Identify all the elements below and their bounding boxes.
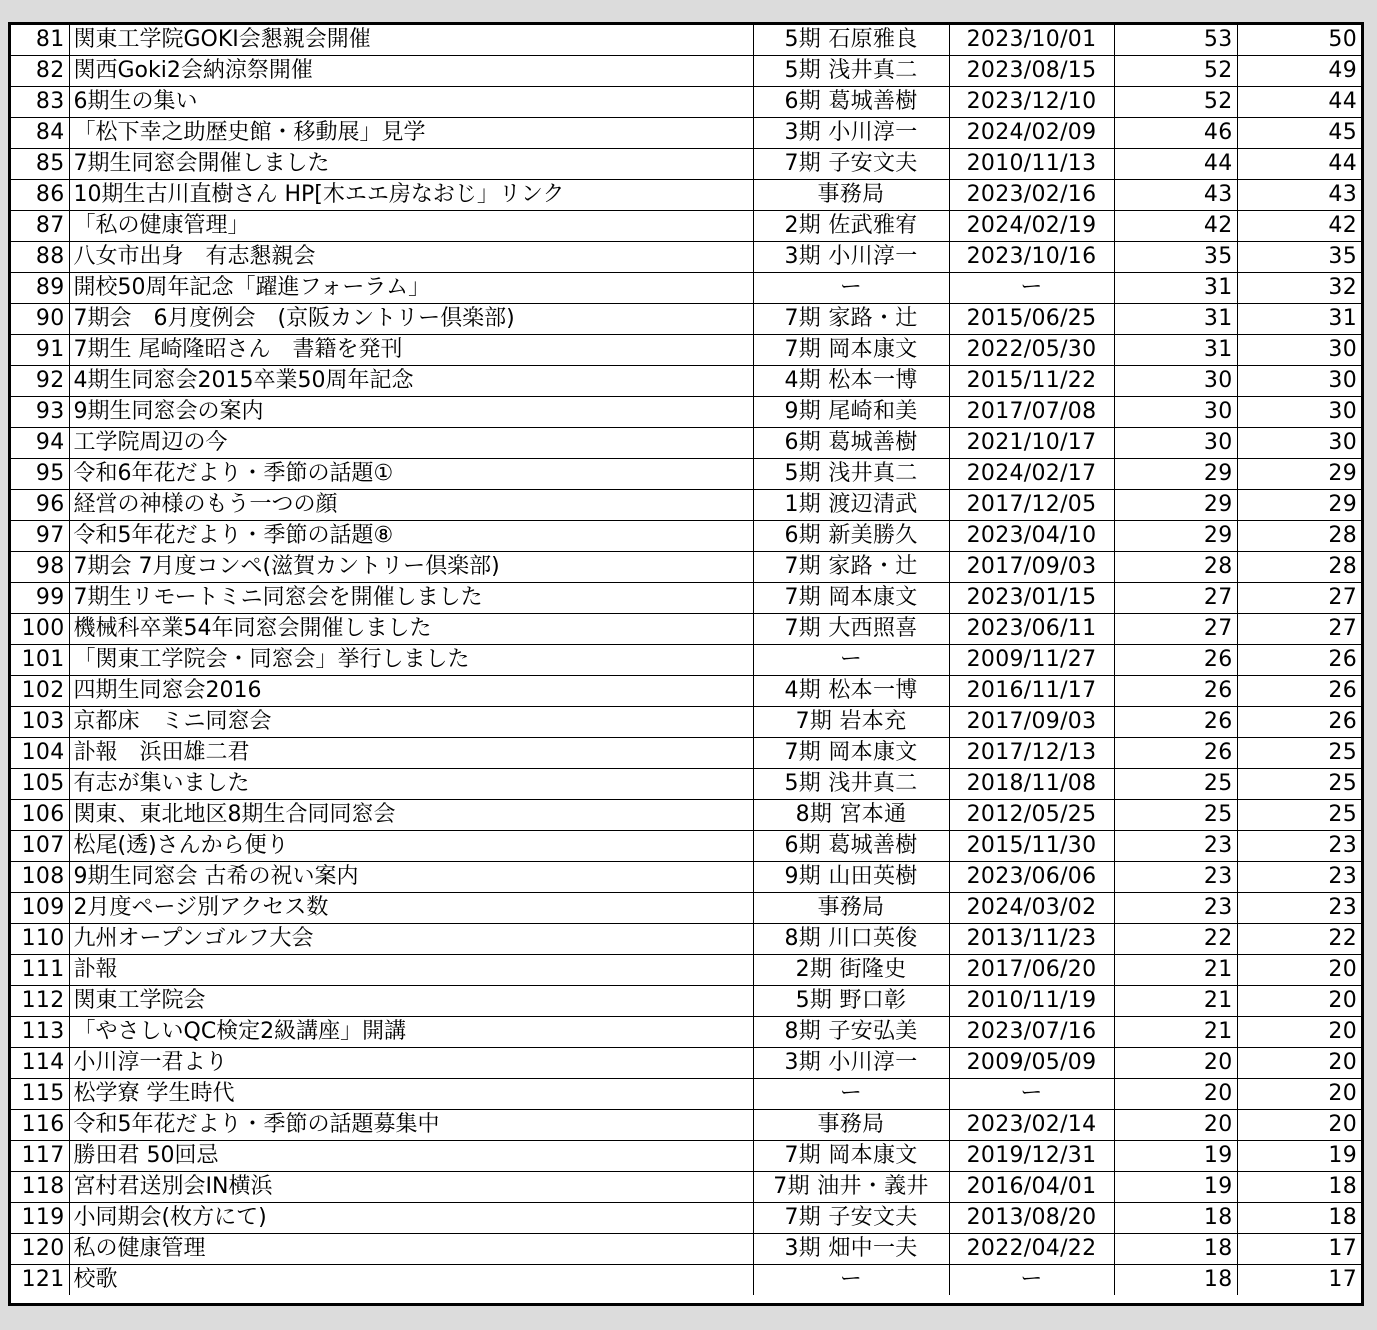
date-cell: ー	[949, 273, 1114, 304]
author-cell: 6期 葛城善樹	[753, 831, 949, 862]
count-cell-1: 52	[1114, 56, 1237, 87]
table-row	[11, 56, 1361, 87]
title-cell: 校歌	[69, 1265, 753, 1296]
rank-cell: 93	[11, 397, 69, 428]
count-cell-2: 30	[1237, 366, 1361, 397]
author-cell: 7期 子安文夫	[753, 149, 949, 180]
date-cell: 2023/12/10	[949, 87, 1114, 118]
date-cell: 2017/09/03	[949, 707, 1114, 738]
count-cell-1: 26	[1114, 676, 1237, 707]
count-cell-2: 25	[1237, 769, 1361, 800]
author-cell: 事務局	[753, 893, 949, 924]
date-cell: ー	[949, 1265, 1114, 1296]
rank-cell: 99	[11, 583, 69, 614]
title-cell: 2月度ページ別アクセス数	[69, 893, 753, 924]
count-cell-2: 42	[1237, 211, 1361, 242]
count-cell-1: 18	[1114, 1203, 1237, 1234]
count-cell-1: 21	[1114, 1017, 1237, 1048]
rank-cell: 88	[11, 242, 69, 273]
count-cell-1: 23	[1114, 893, 1237, 924]
title-cell: 勝田君 50回忌	[69, 1141, 753, 1172]
rank-cell: 98	[11, 552, 69, 583]
title-cell: 7期会 7月度コンペ(滋賀カントリー倶楽部)	[69, 552, 753, 583]
table-row	[11, 180, 1361, 211]
count-cell-1: 20	[1114, 1048, 1237, 1079]
count-cell-2: 44	[1237, 87, 1361, 118]
author-cell: 7期 大西照喜	[753, 614, 949, 645]
count-cell-1: 18	[1114, 1234, 1237, 1265]
table-row	[11, 428, 1361, 459]
date-cell: 2013/08/20	[949, 1203, 1114, 1234]
date-cell: 2017/09/03	[949, 552, 1114, 583]
table-row	[11, 986, 1361, 1017]
title-cell: 7期生同窓会開催しました	[69, 149, 753, 180]
count-cell-2: 31	[1237, 304, 1361, 335]
date-cell: 2018/11/08	[949, 769, 1114, 800]
rank-cell: 105	[11, 769, 69, 800]
title-cell: 小川淳一君より	[69, 1048, 753, 1079]
rank-cell: 119	[11, 1203, 69, 1234]
count-cell-2: 20	[1237, 1017, 1361, 1048]
rank-cell: 85	[11, 149, 69, 180]
author-cell: 8期 川口英俊	[753, 924, 949, 955]
author-cell: 5期 浅井真二	[753, 769, 949, 800]
author-cell: 8期 子安弘美	[753, 1017, 949, 1048]
count-cell-2: 22	[1237, 924, 1361, 955]
date-cell: 2012/05/25	[949, 800, 1114, 831]
count-cell-2: 43	[1237, 180, 1361, 211]
date-cell: 2023/10/01	[949, 25, 1114, 56]
title-cell: 7期生 尾崎隆昭さん 書籍を発刊	[69, 335, 753, 366]
count-cell-1: 19	[1114, 1172, 1237, 1203]
title-cell: 訃報	[69, 955, 753, 986]
count-cell-1: 30	[1114, 397, 1237, 428]
date-cell: 2023/01/15	[949, 583, 1114, 614]
rank-cell: 101	[11, 645, 69, 676]
count-cell-2: 25	[1237, 738, 1361, 769]
date-cell: 2022/05/30	[949, 335, 1114, 366]
count-cell-1: 26	[1114, 645, 1237, 676]
count-cell-2: 32	[1237, 273, 1361, 304]
author-cell: 7期 子安文夫	[753, 1203, 949, 1234]
table-row	[11, 87, 1361, 118]
title-cell: 関東、東北地区8期生合同同窓会	[69, 800, 753, 831]
count-cell-2: 44	[1237, 149, 1361, 180]
date-cell: 2023/06/06	[949, 862, 1114, 893]
rank-cell: 118	[11, 1172, 69, 1203]
title-cell: 小同期会(枚方にて)	[69, 1203, 753, 1234]
rank-cell: 94	[11, 428, 69, 459]
count-cell-1: 43	[1114, 180, 1237, 211]
author-cell: 7期 油井・義井	[753, 1172, 949, 1203]
date-cell: 2010/11/19	[949, 986, 1114, 1017]
count-cell-2: 30	[1237, 397, 1361, 428]
table-row	[11, 211, 1361, 242]
rank-cell: 110	[11, 924, 69, 955]
count-cell-2: 23	[1237, 893, 1361, 924]
author-cell: 3期 小川淳一	[753, 118, 949, 149]
count-cell-1: 30	[1114, 366, 1237, 397]
table-row	[11, 676, 1361, 707]
author-cell: 5期 浅井真二	[753, 459, 949, 490]
rank-cell: 113	[11, 1017, 69, 1048]
author-cell: 3期 畑中一夫	[753, 1234, 949, 1265]
title-cell: 令和6年花だより・季節の話題①	[69, 459, 753, 490]
title-cell: 機械科卒業54年同窓会開催しました	[69, 614, 753, 645]
title-cell: 関西Goki2会納涼祭開催	[69, 56, 753, 87]
rank-cell: 120	[11, 1234, 69, 1265]
count-cell-2: 20	[1237, 986, 1361, 1017]
title-cell: 有志が集いました	[69, 769, 753, 800]
rank-cell: 82	[11, 56, 69, 87]
count-cell-1: 27	[1114, 614, 1237, 645]
rank-cell: 115	[11, 1079, 69, 1110]
date-cell: 2009/11/27	[949, 645, 1114, 676]
count-cell-2: 26	[1237, 645, 1361, 676]
table-row	[11, 459, 1361, 490]
rank-cell: 111	[11, 955, 69, 986]
title-cell: 「やさしいQC検定2級講座」開講	[69, 1017, 753, 1048]
table-row	[11, 521, 1361, 552]
rank-cell: 109	[11, 893, 69, 924]
author-cell: 5期 浅井真二	[753, 56, 949, 87]
table-row	[11, 366, 1361, 397]
count-cell-2: 50	[1237, 25, 1361, 56]
date-cell: 2015/11/30	[949, 831, 1114, 862]
rank-cell: 108	[11, 862, 69, 893]
author-cell: 事務局	[753, 180, 949, 211]
rank-cell: 89	[11, 273, 69, 304]
table-row	[11, 273, 1361, 304]
date-cell: 2023/08/15	[949, 56, 1114, 87]
rank-cell: 112	[11, 986, 69, 1017]
count-cell-1: 29	[1114, 490, 1237, 521]
rank-cell: 116	[11, 1110, 69, 1141]
count-cell-1: 22	[1114, 924, 1237, 955]
rank-cell: 95	[11, 459, 69, 490]
table-row	[11, 769, 1361, 800]
author-cell: 9期 山田英樹	[753, 862, 949, 893]
author-cell: 2期 街隆史	[753, 955, 949, 986]
author-cell: 4期 松本一博	[753, 366, 949, 397]
author-cell: ー	[753, 1079, 949, 1110]
author-cell: 4期 松本一博	[753, 676, 949, 707]
count-cell-2: 26	[1237, 707, 1361, 738]
title-cell: 「関東工学院会・同窓会」挙行しました	[69, 645, 753, 676]
author-cell: 7期 家路・辻	[753, 552, 949, 583]
author-cell: ー	[753, 1265, 949, 1296]
table-row	[11, 614, 1361, 645]
count-cell-2: 29	[1237, 459, 1361, 490]
title-cell: 工学院周辺の今	[69, 428, 753, 459]
count-cell-2: 20	[1237, 1110, 1361, 1141]
count-cell-1: 29	[1114, 521, 1237, 552]
date-cell: 2013/11/23	[949, 924, 1114, 955]
author-cell: 5期 野口彰	[753, 986, 949, 1017]
date-cell: 2019/12/31	[949, 1141, 1114, 1172]
count-cell-1: 26	[1114, 738, 1237, 769]
table-row	[11, 707, 1361, 738]
title-cell: 9期生同窓会の案内	[69, 397, 753, 428]
date-cell: 2016/04/01	[949, 1172, 1114, 1203]
date-cell: 2017/12/13	[949, 738, 1114, 769]
count-cell-2: 17	[1237, 1265, 1361, 1296]
count-cell-2: 20	[1237, 1048, 1361, 1079]
date-cell: 2024/02/17	[949, 459, 1114, 490]
title-cell: 開校50周年記念「躍進フォーラム」	[69, 273, 753, 304]
count-cell-1: 31	[1114, 273, 1237, 304]
date-cell: 2022/04/22	[949, 1234, 1114, 1265]
title-cell: 八女市出身 有志懇親会	[69, 242, 753, 273]
title-cell: 経営の神様のもう一つの顔	[69, 490, 753, 521]
title-cell: 松尾(透)さんから便り	[69, 831, 753, 862]
count-cell-2: 49	[1237, 56, 1361, 87]
title-cell: 宮村君送別会IN横浜	[69, 1172, 753, 1203]
title-cell: 松学寮 学生時代	[69, 1079, 753, 1110]
rank-cell: 86	[11, 180, 69, 211]
title-cell: 訃報 浜田雄二君	[69, 738, 753, 769]
count-cell-2: 20	[1237, 1079, 1361, 1110]
count-cell-1: 53	[1114, 25, 1237, 56]
count-cell-1: 26	[1114, 707, 1237, 738]
count-cell-1: 30	[1114, 428, 1237, 459]
table-row	[11, 1141, 1361, 1172]
date-cell: 2021/10/17	[949, 428, 1114, 459]
access-ranking-sheet	[8, 22, 1364, 1306]
table-row	[11, 335, 1361, 366]
title-cell: 四期生同窓会2016	[69, 676, 753, 707]
title-cell: 「私の健康管理」	[69, 211, 753, 242]
author-cell: 5期 石原雅良	[753, 25, 949, 56]
date-cell: 2017/07/08	[949, 397, 1114, 428]
count-cell-2: 23	[1237, 862, 1361, 893]
table-row	[11, 1234, 1361, 1265]
count-cell-2: 35	[1237, 242, 1361, 273]
rank-cell: 114	[11, 1048, 69, 1079]
count-cell-2: 26	[1237, 676, 1361, 707]
author-cell: 3期 小川淳一	[753, 242, 949, 273]
author-cell: 7期 岡本康文	[753, 738, 949, 769]
table-row	[11, 831, 1361, 862]
title-cell: 10期生古川直樹さん HP[木エエ房なおじ」リンク	[69, 180, 753, 211]
author-cell: 2期 佐武雅宥	[753, 211, 949, 242]
title-cell: 九州オープンゴルフ大会	[69, 924, 753, 955]
table-row	[11, 738, 1361, 769]
table-row	[11, 862, 1361, 893]
date-cell: 2015/11/22	[949, 366, 1114, 397]
date-cell: 2024/02/09	[949, 118, 1114, 149]
title-cell: 令和5年花だより・季節の話題募集中	[69, 1110, 753, 1141]
count-cell-1: 25	[1114, 769, 1237, 800]
title-cell: 関東工学院GOKI会懇親会開催	[69, 25, 753, 56]
rank-cell: 83	[11, 87, 69, 118]
date-cell: 2024/03/02	[949, 893, 1114, 924]
table-row	[11, 552, 1361, 583]
count-cell-1: 31	[1114, 335, 1237, 366]
title-cell: 関東工学院会	[69, 986, 753, 1017]
date-cell: 2023/04/10	[949, 521, 1114, 552]
count-cell-2: 28	[1237, 521, 1361, 552]
table-row	[11, 924, 1361, 955]
title-cell: 7期会 6月度例会 (京阪カントリー倶楽部)	[69, 304, 753, 335]
count-cell-1: 20	[1114, 1079, 1237, 1110]
rank-cell: 100	[11, 614, 69, 645]
date-cell: ー	[949, 1079, 1114, 1110]
title-cell: 令和5年花だより・季節の話題⑧	[69, 521, 753, 552]
date-cell: 2009/05/09	[949, 1048, 1114, 1079]
count-cell-1: 23	[1114, 862, 1237, 893]
author-cell: 3期 小川淳一	[753, 1048, 949, 1079]
author-cell: 1期 渡辺清武	[753, 490, 949, 521]
count-cell-1: 18	[1114, 1265, 1237, 1296]
table-row	[11, 1079, 1361, 1110]
table-row	[11, 1172, 1361, 1203]
table-body	[11, 25, 1361, 1295]
date-cell: 2023/02/16	[949, 180, 1114, 211]
count-cell-1: 52	[1114, 87, 1237, 118]
count-cell-2: 25	[1237, 800, 1361, 831]
rank-cell: 117	[11, 1141, 69, 1172]
count-cell-2: 19	[1237, 1141, 1361, 1172]
count-cell-2: 23	[1237, 831, 1361, 862]
count-cell-2: 20	[1237, 955, 1361, 986]
table-row	[11, 397, 1361, 428]
count-cell-2: 27	[1237, 614, 1361, 645]
rank-cell: 90	[11, 304, 69, 335]
author-cell: 8期 宮本通	[753, 800, 949, 831]
title-cell: 7期生リモートミニ同窓会を開催しました	[69, 583, 753, 614]
count-cell-1: 31	[1114, 304, 1237, 335]
date-cell: 2023/02/14	[949, 1110, 1114, 1141]
author-cell: 6期 葛城善樹	[753, 428, 949, 459]
author-cell: 7期 家路・辻	[753, 304, 949, 335]
count-cell-2: 29	[1237, 490, 1361, 521]
date-cell: 2023/06/11	[949, 614, 1114, 645]
title-cell: 9期生同窓会 古希の祝い案内	[69, 862, 753, 893]
count-cell-2: 28	[1237, 552, 1361, 583]
author-cell: 9期 尾崎和美	[753, 397, 949, 428]
rank-cell: 97	[11, 521, 69, 552]
table-row	[11, 800, 1361, 831]
count-cell-1: 23	[1114, 831, 1237, 862]
author-cell: 事務局	[753, 1110, 949, 1141]
rank-cell: 91	[11, 335, 69, 366]
table-row	[11, 25, 1361, 56]
count-cell-1: 29	[1114, 459, 1237, 490]
count-cell-1: 42	[1114, 211, 1237, 242]
title-cell: 「松下幸之助歴史館・移動展」見学	[69, 118, 753, 149]
rank-cell: 107	[11, 831, 69, 862]
table-row	[11, 955, 1361, 986]
count-cell-1: 35	[1114, 242, 1237, 273]
author-cell: 6期 新美勝久	[753, 521, 949, 552]
table-row	[11, 583, 1361, 614]
title-cell: 6期生の集い	[69, 87, 753, 118]
count-cell-2: 18	[1237, 1172, 1361, 1203]
table-row	[11, 1203, 1361, 1234]
count-cell-1: 21	[1114, 986, 1237, 1017]
date-cell: 2015/06/25	[949, 304, 1114, 335]
author-cell: 7期 岡本康文	[753, 1141, 949, 1172]
date-cell: 2023/10/16	[949, 242, 1114, 273]
rank-cell: 92	[11, 366, 69, 397]
count-cell-1: 19	[1114, 1141, 1237, 1172]
rank-cell: 102	[11, 676, 69, 707]
table-row	[11, 149, 1361, 180]
table-row	[11, 645, 1361, 676]
count-cell-2: 30	[1237, 335, 1361, 366]
title-cell: 私の健康管理	[69, 1234, 753, 1265]
author-cell: ー	[753, 645, 949, 676]
rank-cell: 96	[11, 490, 69, 521]
count-cell-1: 25	[1114, 800, 1237, 831]
date-cell: 2023/07/16	[949, 1017, 1114, 1048]
title-cell: 京都床 ミニ同窓会	[69, 707, 753, 738]
count-cell-1: 28	[1114, 552, 1237, 583]
title-cell: 4期生同窓会2015卒業50周年記念	[69, 366, 753, 397]
table-row	[11, 490, 1361, 521]
date-cell: 2016/11/17	[949, 676, 1114, 707]
author-cell: 7期 岡本康文	[753, 335, 949, 366]
table-row	[11, 893, 1361, 924]
table-row	[11, 1265, 1361, 1296]
count-cell-2: 18	[1237, 1203, 1361, 1234]
count-cell-2: 27	[1237, 583, 1361, 614]
count-cell-1: 46	[1114, 118, 1237, 149]
author-cell: 7期 岩本充	[753, 707, 949, 738]
table-row	[11, 118, 1361, 149]
count-cell-1: 44	[1114, 149, 1237, 180]
rank-cell: 87	[11, 211, 69, 242]
count-cell-2: 17	[1237, 1234, 1361, 1265]
author-cell: 7期 岡本康文	[753, 583, 949, 614]
date-cell: 2024/02/19	[949, 211, 1114, 242]
table-row	[11, 1110, 1361, 1141]
table-row	[11, 1017, 1361, 1048]
rank-cell: 104	[11, 738, 69, 769]
table-row	[11, 1048, 1361, 1079]
count-cell-1: 21	[1114, 955, 1237, 986]
rank-cell: 121	[11, 1265, 69, 1296]
count-cell-2: 30	[1237, 428, 1361, 459]
access-ranking-table	[11, 25, 1361, 1295]
rank-cell: 106	[11, 800, 69, 831]
author-cell: 6期 葛城善樹	[753, 87, 949, 118]
date-cell: 2017/06/20	[949, 955, 1114, 986]
count-cell-1: 27	[1114, 583, 1237, 614]
date-cell: 2010/11/13	[949, 149, 1114, 180]
rank-cell: 103	[11, 707, 69, 738]
rank-cell: 84	[11, 118, 69, 149]
author-cell: ー	[753, 273, 949, 304]
rank-cell: 81	[11, 25, 69, 56]
table-row	[11, 242, 1361, 273]
date-cell: 2017/12/05	[949, 490, 1114, 521]
count-cell-2: 45	[1237, 118, 1361, 149]
count-cell-1: 20	[1114, 1110, 1237, 1141]
table-row	[11, 304, 1361, 335]
